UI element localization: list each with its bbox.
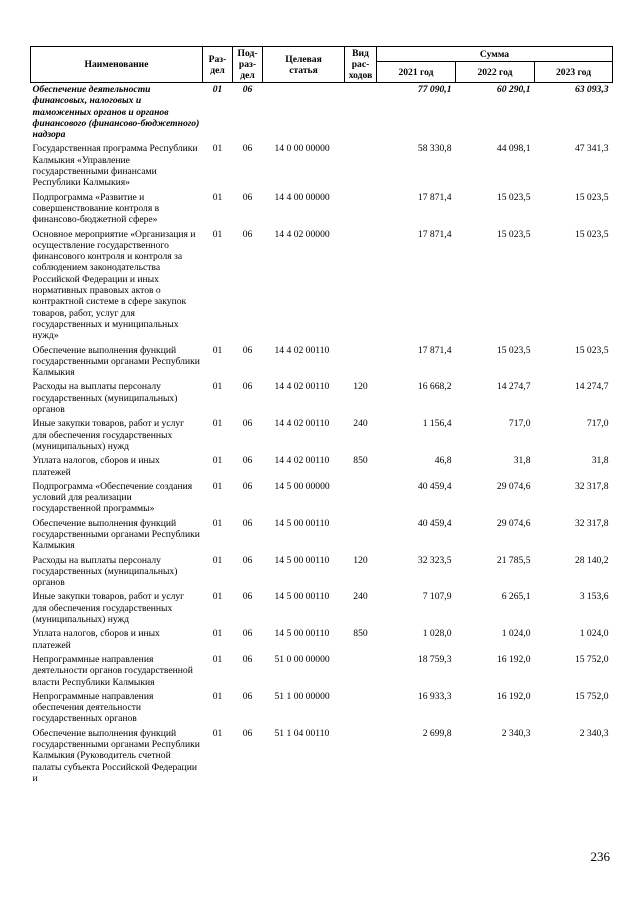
row-target: 14 4 00 00000 (274, 191, 330, 203)
row-sum-2023: 1 024,0 (579, 628, 609, 640)
row-name: Уплата налогов, сборов и иных платежей (32, 628, 160, 651)
row-podrazdel: 06 (242, 727, 253, 739)
row-sum-2023: 3 153,6 (579, 591, 609, 603)
row-razdel: 01 (212, 653, 223, 665)
row-name: Расходы на выплаты персоналу государственных (муниципальных) органов (32, 381, 178, 416)
row-vid: 120 (353, 381, 368, 393)
header-summa: Сумма (377, 47, 613, 62)
row-sum-2023: 15 023,5 (574, 228, 609, 240)
row-sum-2022: 1 024,0 (501, 628, 531, 640)
row-target: 14 4 02 00110 (274, 344, 330, 356)
document-page (30, 46, 612, 786)
row-sum-2023: 47 341,3 (574, 143, 609, 155)
row-podrazdel: 06 (242, 344, 253, 356)
row-vid (345, 517, 377, 554)
row-sum-2022: 29 074,6 (496, 480, 531, 492)
row-razdel: 01 (212, 690, 223, 702)
row-sum-2021: 17 871,4 (417, 344, 452, 356)
row-podrazdel: 06 (242, 191, 253, 203)
row-vid (345, 690, 377, 727)
row-target (263, 83, 345, 143)
row-sum-2021: 40 459,4 (417, 517, 452, 529)
row-podrazdel: 06 (242, 653, 253, 665)
row-sum-2022: 15 023,5 (496, 191, 531, 203)
row-sum-2022: 44 098,1 (496, 143, 531, 155)
row-sum-2023: 717,0 (586, 418, 609, 430)
header-2022: 2022 год (456, 62, 535, 83)
table-row (31, 554, 613, 591)
row-sum-2021: 77 090,1 (417, 84, 452, 95)
row-name: Иные закупки товаров, работ и услуг для обеспечения государственных (муниципальных) нужд (32, 418, 185, 452)
row-razdel: 01 (212, 591, 223, 603)
page-number: 236 (590, 849, 610, 864)
table-row (31, 417, 613, 454)
row-sum-2021: 16 933,3 (417, 690, 452, 702)
row-target: 51 1 04 00110 (274, 727, 330, 739)
table-row (31, 83, 613, 143)
row-sum-2022: 31,8 (513, 455, 531, 467)
header-podrazdel: Под- раз- дел (233, 47, 263, 83)
row-sum-2021: 40 459,4 (417, 480, 452, 492)
table-header (31, 47, 613, 83)
budget-table (30, 46, 613, 786)
row-sum-2022: 16 192,0 (496, 653, 531, 665)
row-sum-2021: 18 759,3 (417, 653, 452, 665)
table-row (31, 727, 613, 786)
row-vid (345, 727, 377, 786)
row-target: 14 5 00 00000 (274, 480, 330, 492)
header-razdel: Раз- дел (203, 47, 233, 83)
row-podrazdel: 06 (242, 628, 253, 640)
row-razdel: 01 (212, 143, 223, 155)
row-name: Расходы на выплаты персоналу государственных (муниципальных) органов (32, 554, 178, 589)
table-row (31, 228, 613, 344)
row-vid (345, 653, 377, 690)
header-vid: Вид рас- ходов (345, 47, 377, 83)
row-vid: 240 (353, 418, 368, 430)
row-target: 14 5 00 00110 (274, 517, 330, 529)
row-podrazdel: 06 (242, 143, 253, 155)
row-target: 14 4 02 00110 (274, 381, 330, 393)
row-target: 51 0 00 00000 (274, 653, 330, 665)
row-sum-2023: 28 140,2 (574, 554, 609, 566)
header-2023: 2023 год (535, 62, 613, 83)
table-row (31, 454, 613, 480)
row-razdel: 01 (212, 228, 223, 240)
row-vid (345, 83, 377, 143)
header-2021: 2021 год (377, 62, 456, 83)
row-sum-2021: 7 107,9 (422, 591, 452, 603)
row-podrazdel: 06 (242, 381, 253, 393)
row-vid: 850 (353, 628, 368, 640)
row-sum-2021: 32 323,5 (417, 554, 452, 566)
row-sum-2022: 6 265,1 (501, 591, 531, 603)
row-sum-2023: 14 274,7 (574, 381, 609, 393)
row-razdel: 01 (212, 628, 223, 640)
row-name: Основное мероприятие «Организация и осуществление государственного финансового контроля и контроля за соблюдением законодательства Российской Федерации и иных нормативных правовых актов о контрактной системе в сфере закупок товаров, работ, услуг для государственных и муниципальных нужд» (32, 228, 196, 342)
row-podrazdel: 06 (242, 690, 253, 702)
table-body (31, 83, 613, 787)
row-name: Государственная программа Республики Калмыкия «Управление государственными финансами Республики Калмыкия» (32, 143, 198, 189)
row-target: 14 4 02 00110 (274, 455, 330, 467)
row-sum-2021: 2 699,8 (422, 727, 452, 739)
row-sum-2023: 63 093,3 (574, 84, 609, 95)
row-vid (345, 191, 377, 228)
row-razdel: 01 (212, 381, 223, 393)
row-sum-2022: 14 274,7 (496, 381, 531, 393)
row-sum-2022: 15 023,5 (496, 344, 531, 356)
row-podrazdel: 06 (242, 228, 253, 240)
row-podrazdel: 06 (242, 455, 253, 467)
row-target: 14 4 02 00110 (274, 418, 330, 430)
row-razdel: 01 (212, 517, 223, 529)
row-podrazdel: 06 (242, 517, 253, 529)
row-podrazdel: 06 (242, 554, 253, 566)
table-row (31, 191, 613, 228)
row-sum-2022: 29 074,6 (496, 517, 531, 529)
row-vid (345, 142, 377, 190)
row-vid: 240 (353, 591, 368, 603)
table-row (31, 590, 613, 627)
row-target: 14 4 02 00000 (274, 228, 330, 240)
row-razdel: 01 (212, 191, 223, 203)
row-name: Обеспечение выполнения функций государственными органами Республики Калмыкия (32, 344, 200, 379)
row-razdel: 01 (212, 418, 223, 430)
row-razdel: 01 (212, 84, 223, 95)
table-row (31, 480, 613, 517)
row-name: Непрограммные направления деятельности органов государственной власти Республики Калмыкия (32, 653, 193, 688)
row-sum-2021: 1 028,0 (422, 628, 452, 640)
row-sum-2023: 15 752,0 (574, 653, 609, 665)
row-name: Непрограммные направления обеспечения деятельности государственных органов (32, 690, 154, 725)
row-name: Подпрограмма «Развитие и совершенствование контроля в финансово-бюджетной сфере» (32, 191, 160, 226)
row-vid (345, 228, 377, 344)
row-podrazdel: 06 (242, 591, 253, 603)
row-name: Обеспечение выполнения функций государственными органами Республики Калмыкия (32, 517, 200, 552)
table-row (31, 380, 613, 417)
row-sum-2022: 21 785,5 (496, 554, 531, 566)
row-target: 14 5 00 00110 (274, 591, 330, 603)
row-podrazdel: 06 (242, 84, 253, 95)
table-row (31, 517, 613, 554)
row-name: Уплата налогов, сборов и иных платежей (32, 455, 160, 478)
table-row (31, 690, 613, 727)
row-sum-2022: 16 192,0 (496, 690, 531, 702)
row-podrazdel: 06 (242, 480, 253, 492)
row-razdel: 01 (212, 554, 223, 566)
row-target: 14 5 00 00110 (274, 628, 330, 640)
row-razdel: 01 (212, 727, 223, 739)
row-target: 51 1 00 00000 (274, 690, 330, 702)
row-podrazdel: 06 (242, 418, 253, 430)
row-sum-2022: 717,0 (508, 418, 531, 430)
row-sum-2022: 2 340,3 (501, 727, 531, 739)
row-sum-2023: 32 317,8 (574, 480, 609, 492)
row-sum-2023: 15 023,5 (574, 191, 609, 203)
row-vid (345, 344, 377, 381)
row-target: 14 5 00 00110 (274, 554, 330, 566)
row-name: Обеспечение деятельности финансовых, налоговых и таможенных органов и органов финансового (финансово-бюджетного) надзора (32, 84, 200, 141)
row-target: 14 0 00 00000 (274, 143, 330, 155)
row-sum-2021: 17 871,4 (417, 191, 452, 203)
row-vid: 850 (353, 455, 368, 467)
row-sum-2023: 15 752,0 (574, 690, 609, 702)
row-sum-2023: 32 317,8 (574, 517, 609, 529)
row-vid: 120 (353, 554, 368, 566)
row-sum-2022: 15 023,5 (496, 228, 531, 240)
header-name: Наименование (31, 47, 203, 83)
row-sum-2022: 60 290,1 (496, 84, 531, 95)
row-razdel: 01 (212, 344, 223, 356)
row-sum-2021: 46,8 (434, 455, 452, 467)
table-row (31, 627, 613, 653)
row-sum-2021: 16 668,2 (417, 381, 452, 393)
table-row (31, 653, 613, 690)
row-name: Подпрограмма «Обеспечение создания условий для реализации государственной программы» (32, 480, 193, 515)
row-sum-2021: 17 871,4 (417, 228, 452, 240)
row-sum-2023: 2 340,3 (579, 727, 609, 739)
row-name: Иные закупки товаров, работ и услуг для обеспечения государственных (муниципальных) нужд (32, 591, 185, 626)
row-sum-2021: 1 156,4 (422, 418, 452, 430)
row-vid (345, 480, 377, 517)
row-sum-2023: 15 023,5 (574, 344, 609, 356)
table-row (31, 344, 613, 381)
row-razdel: 01 (212, 455, 223, 467)
row-name: Обеспечение выполнения функций государственными органами Республики Калмыкия (Руководитель счетной палаты субъекта Российской Федерации и (32, 727, 200, 784)
table-row (31, 142, 613, 190)
row-razdel: 01 (212, 480, 223, 492)
header-target: Целевая статья (263, 47, 345, 83)
row-sum-2023: 31,8 (591, 455, 609, 467)
row-sum-2021: 58 330,8 (417, 143, 452, 155)
